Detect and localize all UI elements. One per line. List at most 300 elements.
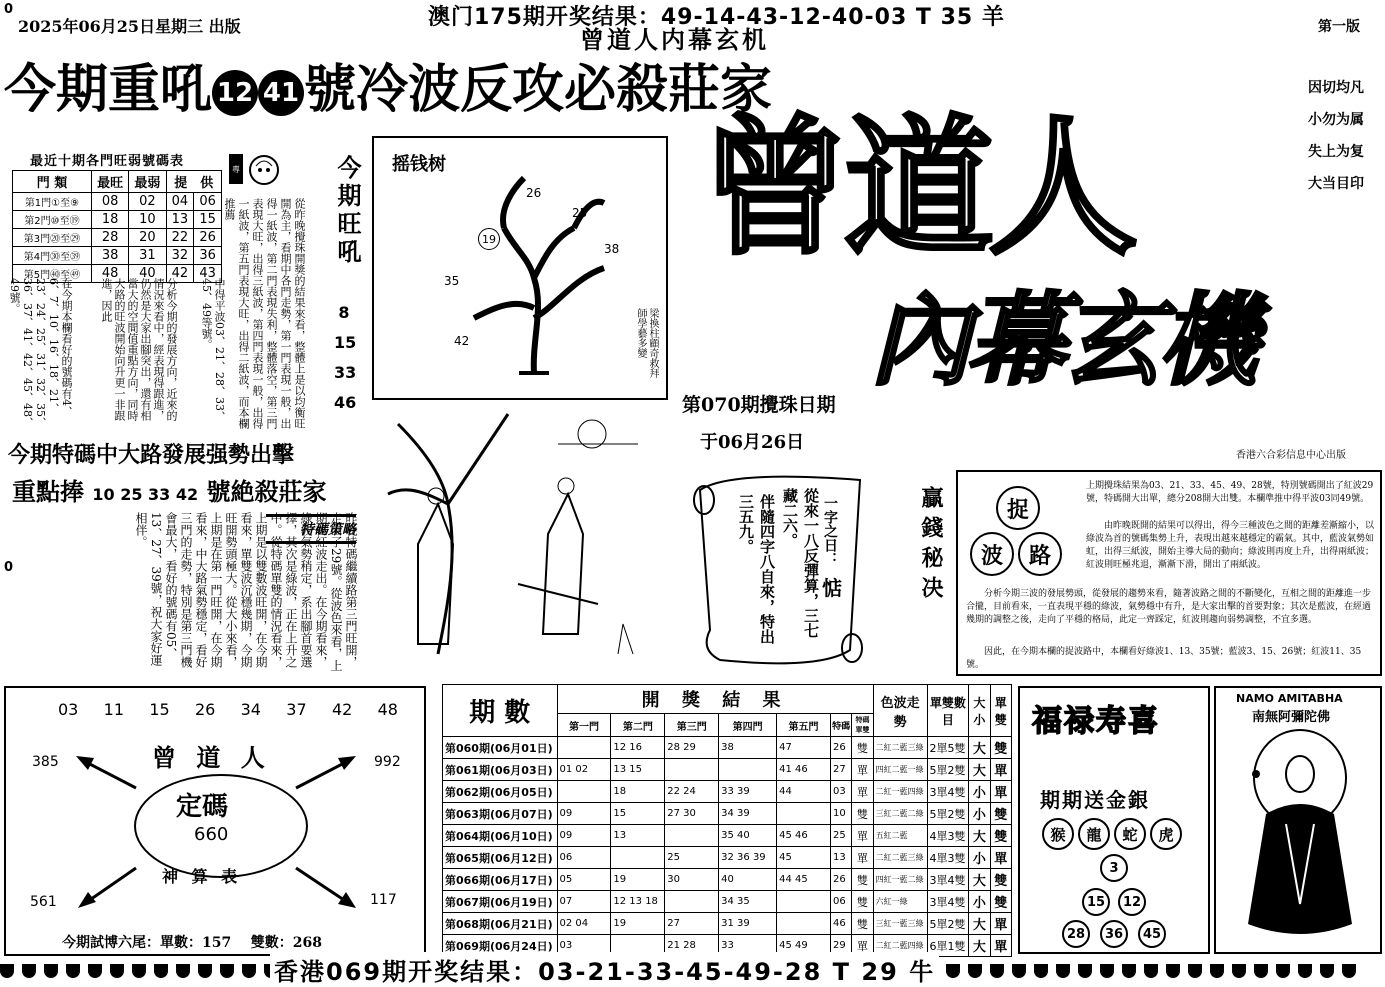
cell-d2: 12 13 18 [611, 891, 665, 913]
cell-d2: 18 [611, 781, 665, 803]
logo-big-subtitle: 內幕玄機 [870, 281, 1254, 399]
tree-number: 35 [444, 274, 460, 288]
cell-d5: 45 46 [777, 825, 831, 847]
cell-t: 06 [830, 891, 851, 913]
riddle-line-1: 從來一八反彈算，三七藏二六。 [781, 488, 820, 638]
cell-ds: 雙 [852, 913, 873, 935]
cell-c: 六紅一綠 [873, 891, 927, 913]
cell-d3: 30 [665, 869, 719, 891]
ornament-icon [1122, 964, 1136, 978]
cell-d4: 33 [719, 935, 777, 957]
cell-d4: 34 35 [719, 891, 777, 913]
code-number: 34 [240, 700, 261, 719]
cell-ds: 雙 [852, 737, 873, 759]
code-title: 曾 道 人 [152, 743, 271, 772]
ornament-icon [1232, 964, 1246, 978]
hot-number: 33 [334, 363, 357, 382]
cell: 42 [166, 265, 194, 283]
cell-c: 四紅一藍二綠 [873, 869, 927, 891]
cell-d2: 19 [611, 869, 665, 891]
gold-box [1018, 686, 1210, 954]
code-ding: 定碼 [176, 792, 229, 822]
cell-p: 第066期(06月17日) [443, 869, 558, 891]
cell-ds: 雙 [852, 803, 873, 825]
cell-o: 雙 [990, 869, 1011, 891]
zodiac-row [1040, 818, 1184, 850]
headline-number-1: 12 [212, 70, 258, 116]
cell: 40 [129, 265, 166, 283]
cell: 15 [194, 211, 222, 229]
tree-number-circled: 19 [478, 228, 500, 250]
cell-t: 26 [830, 737, 851, 759]
cell-n: 2單5雙 [927, 737, 969, 759]
macau-result-top: 澳门175期开奖结果：49-14-43-12-40-03 T 35 羊 [428, 5, 1005, 30]
cell-s: 大 [969, 759, 990, 781]
ornament-icon [1034, 964, 1048, 978]
ornament-icon [1078, 964, 1092, 978]
cell-d4: 38 [719, 737, 777, 759]
cell: 06 [194, 193, 222, 211]
tema-numbers: 10 25 33 42 [92, 485, 199, 504]
cell-d1 [557, 737, 611, 759]
cell-d5: 44 [777, 781, 831, 803]
door-header: 第一門 [557, 714, 611, 737]
cell-d2: 13 [611, 825, 665, 847]
cell-t: 27 [830, 759, 851, 781]
cell-d1: 03 [557, 935, 611, 957]
code-number: 48 [377, 700, 398, 719]
cell-s: 大 [969, 825, 990, 847]
cell-s: 大 [969, 737, 990, 759]
cell-o: 單 [990, 935, 1011, 957]
cell-t: 10 [830, 803, 851, 825]
cell-d5 [777, 913, 831, 935]
cell-ds: 單 [852, 759, 873, 781]
color-header: 色波走勢 [873, 685, 927, 737]
cell-n: 6單1雙 [927, 935, 969, 957]
table-row [13, 211, 222, 229]
code-left-top: 385 [32, 754, 59, 770]
cell: 18 [91, 211, 128, 229]
cell-d3: 28 29 [665, 737, 719, 759]
single-count-header: 單雙數目 [927, 685, 969, 737]
ornament-icon [154, 964, 168, 978]
row-label: 第4門㉚至㊴ [13, 247, 92, 265]
publish-date: 2025年06月25日星期三 出版 [18, 17, 241, 36]
tema-headline: 今期特碼中大路發展强勢出擊 [8, 443, 295, 468]
table-row [443, 781, 1012, 803]
ornament-icon [44, 964, 58, 978]
cell-p: 第061期(06月03日) [443, 759, 558, 781]
side-phrase: 因切均凡 [1308, 80, 1364, 96]
ornament-icon [1342, 964, 1356, 978]
cell-ds: 雙 [852, 869, 873, 891]
cell: 31 [129, 247, 166, 265]
left-edge-zero-2: 0 [4, 560, 14, 575]
paper-subtitle: 曾道人内幕玄机 [580, 25, 769, 54]
cell-d1 [557, 781, 611, 803]
results-header-row [443, 685, 1012, 714]
cell-p: 第068期(06月21日) [443, 913, 558, 935]
cell: 22 [166, 229, 194, 247]
cell-d2: 19 [611, 913, 665, 935]
headline-part2: 號冷波反攻必殺莊家 [304, 60, 773, 120]
gold-number: 3 [1100, 854, 1128, 882]
buddha-english: NAMO AMITABHA [1236, 692, 1343, 705]
cell-t: 25 [830, 825, 851, 847]
cell-o: 雙 [990, 891, 1011, 913]
table-row [443, 891, 1012, 913]
cell-c: 五紅二藍 [873, 825, 927, 847]
cell-p: 第065期(06月12日) [443, 847, 558, 869]
cell-n: 5單2雙 [927, 913, 969, 935]
cell-ds: 單 [852, 781, 873, 803]
cartoon-icon [228, 150, 280, 194]
cell-c: 四紅二藍一綠 [873, 759, 927, 781]
catch-char: 波 [970, 532, 1014, 576]
cell-d3: 27 30 [665, 803, 719, 825]
tree-side-text: 梁換柱顧奇救拜師學藝多變 [635, 308, 658, 378]
cell-o: 單 [990, 781, 1011, 803]
cell-d2 [611, 847, 665, 869]
cell-d5: 47 [777, 737, 831, 759]
cell: 20 [129, 229, 166, 247]
cell-c: 三紅一藍三綠 [873, 913, 927, 935]
cell-d2: 12 16 [611, 737, 665, 759]
cell-d4: 40 [719, 869, 777, 891]
cell-d3: 27 [665, 913, 719, 935]
catch-char: 捉 [996, 486, 1040, 530]
cell-c: 二紅二藍四綠 [873, 935, 927, 957]
headline-part1: 今期重吼 [4, 60, 213, 120]
cell-s: 大 [969, 913, 990, 935]
table-row [443, 869, 1012, 891]
buddha-box [1214, 686, 1382, 954]
door-header: 特碼單雙 [852, 714, 873, 737]
catch-wave-box [956, 470, 1382, 676]
headline-number-2: 41 [258, 70, 304, 116]
code-arrows [6, 688, 426, 956]
buddha-figure [1226, 724, 1374, 952]
main-headline [4, 60, 772, 120]
table-row [443, 737, 1012, 759]
cell-ds: 單 [852, 825, 873, 847]
cell-d1: 02 04 [557, 913, 611, 935]
table-row [443, 759, 1012, 781]
cell-o: 單 [990, 759, 1011, 781]
cell: 08 [91, 193, 128, 211]
cell-t: 03 [830, 781, 851, 803]
win-money-title: 贏錢秘决 [918, 486, 944, 606]
cell-d4: 32 36 39 [719, 847, 777, 869]
cell-ds: 單 [852, 935, 873, 957]
table-row [13, 229, 222, 247]
cell-n: 3單4雙 [927, 781, 969, 803]
cell-p: 第064期(06月10日) [443, 825, 558, 847]
table10-title: 最近十期各門旺弱號碼表 [30, 154, 185, 169]
table-row [13, 193, 222, 211]
cell-d3 [665, 891, 719, 913]
analysis-paragraph-1: 分析今期的發展方向，近來的情況來看中，經表現得跟進，仍然是大家出腳突出，還有相當大的空間值重點方向，同時大路的旺波開始向升更一非跟進，因此 [100, 278, 178, 421]
cell-p: 第067期(06月19日) [443, 891, 558, 913]
ornament-icon [1144, 964, 1158, 978]
vertical-hot-title: 今期旺吼 [333, 155, 362, 267]
cell-p: 第063期(06月07日) [443, 803, 558, 825]
cell-o: 雙 [990, 737, 1011, 759]
code-right-bottom: 117 [370, 892, 397, 908]
cell-t: 46 [830, 913, 851, 935]
ornament-icon [1056, 964, 1070, 978]
cell-d5: 45 [777, 847, 831, 869]
cell-d4: 31 39 [719, 913, 777, 935]
code-right-top: 992 [374, 754, 401, 770]
catch-paragraph-4: 因此，在今期本欄的捉波路中，本欄看好綠波1、13、35號；藍波3、15、26號；紅波11、35號。 [966, 647, 1362, 670]
catch-paragraph-2: 由昨晚既開的結果可以得出，得今三種波色之間的距離差漸縮小，以綠波為首的號碼集勢上升，表現出越來越穩定的霸氣。其中，藍波氣勢如虹，出得三紙波，開始主導大局的動向；綠波則再度上升，出得兩紙波；紅波則旺極兆退，漸漸下滑，開出了兩紙波。 [1086, 521, 1375, 570]
ornament-icon [88, 964, 102, 978]
ornament-icon [22, 964, 36, 978]
side-phrase: 小勿为属 [1308, 112, 1364, 128]
cell: 13 [166, 211, 194, 229]
code-center-number: 660 [194, 824, 229, 845]
door-header: 特碼 [830, 714, 851, 737]
gold-number: 28 [1062, 920, 1090, 948]
cell-n: 4單3雙 [927, 825, 969, 847]
money-tree-title: 摇钱树 [392, 154, 446, 175]
code-number: 15 [149, 700, 170, 719]
word-of-day-label: 一字之日： [822, 496, 838, 566]
scholars-illustration [378, 404, 650, 666]
ornament-icon [198, 964, 212, 978]
zodiac-circle: 蛇 [1114, 818, 1146, 850]
door-header: 第四門 [719, 714, 777, 737]
cell-d3 [665, 759, 719, 781]
header-provide: 提 供 [166, 171, 221, 193]
gold-number: 45 [1138, 920, 1166, 948]
side-phrases [1308, 72, 1364, 200]
code-number: 26 [194, 700, 216, 719]
cell-d5 [777, 803, 831, 825]
table-row [443, 803, 1012, 825]
cell-d5 [777, 891, 831, 913]
buddha-chinese: 南無阿彌陀佛 [1252, 710, 1331, 725]
ornament-icon [1210, 964, 1224, 978]
cell: 26 [194, 229, 222, 247]
cell-s: 小 [969, 847, 990, 869]
cell: 43 [194, 265, 222, 283]
cell-t: 29 [830, 935, 851, 957]
hot-number: 46 [334, 393, 357, 412]
row-label: 第1門①至⑨ [13, 193, 92, 211]
cell-s: 小 [969, 781, 990, 803]
cell-d4: 33 39 [719, 781, 777, 803]
table-row [443, 913, 1012, 935]
odd-even-header: 單雙 [990, 685, 1011, 737]
cell-s: 小 [969, 803, 990, 825]
draw-date-line2: 于06月26日 [700, 432, 805, 453]
cell-c: 二紅一藍四綠 [873, 781, 927, 803]
cell-c: 二紅二藍三綠 [873, 737, 927, 759]
cell-d4 [719, 759, 777, 781]
cell-d1: 07 [557, 891, 611, 913]
ornament-icon [1166, 964, 1180, 978]
cell: 02 [129, 193, 166, 211]
table-row [443, 847, 1012, 869]
cell-p: 第060期(06月01日) [443, 737, 558, 759]
ornament-icon [1298, 964, 1312, 978]
cell-s: 大 [969, 935, 990, 957]
cell-d3: 21 28 [665, 935, 719, 957]
cell-ds: 單 [852, 847, 873, 869]
hot-number: 8 [338, 303, 350, 322]
analysis-paragraph-3: 從昨晚攪珠開獎的結果來看，整體上是以均衡旺開為主，看期中各門走勢，第一門表現一般，出得一紙波，第二門表現失利，整體落空，第三門表現大旺，出得三紙波，第四門表現一般，出得一紙波，第五門表現大旺，出得二紙波，而本欄推薦 [223, 198, 306, 429]
table-row [443, 825, 1012, 847]
hot-number: 15 [334, 333, 357, 352]
catch-char: 路 [1018, 532, 1062, 576]
ornament-icon [990, 964, 1004, 978]
logo-big-name: 曾道人 [700, 100, 1133, 276]
ornament-icon [1320, 964, 1334, 978]
side-phrase: 大当目印 [1308, 176, 1364, 192]
door-stats-table [12, 170, 222, 283]
hk-result-footer: 香港069期开奖结果：03-21-33-45-49-28 T 29 牛 [270, 952, 939, 987]
edition-label: 第一版 [1318, 19, 1360, 35]
cell-d1: 06 [557, 847, 611, 869]
cell-o: 單 [990, 847, 1011, 869]
riddle-scroll [680, 460, 880, 670]
cell-d1: 05 [557, 869, 611, 891]
ornament-icon [0, 964, 14, 978]
cell: 36 [194, 247, 222, 265]
row-label: 第3門⑳至㉙ [13, 229, 92, 247]
table-row [13, 247, 222, 265]
cell-c: 二紅二藍三綠 [873, 847, 927, 869]
cell-d5: 44 45 [777, 869, 831, 891]
cell-d2: 13 15 [611, 759, 665, 781]
ornament-icon [1188, 964, 1202, 978]
zodiac-circle: 虎 [1150, 818, 1182, 850]
cell-s: 大 [969, 869, 990, 891]
row-label: 第2門⑩至⑲ [13, 211, 92, 229]
ornament-icon [1100, 964, 1114, 978]
header-door-type: 門 類 [13, 171, 92, 193]
code-number: 37 [286, 700, 307, 719]
zodiac-circle: 猴 [1042, 818, 1074, 850]
cell-d5: 45 49 [777, 935, 831, 957]
tema-pre: 重點捧 [12, 478, 84, 506]
size-header: 大小 [969, 685, 990, 737]
cell: 28 [91, 229, 128, 247]
publisher-note: 香港六合彩信息中心出版 [1236, 450, 1346, 461]
tree-number: 26 [526, 186, 542, 200]
tema-analysis-text: 昨晚特碼繼續路第三門旺開，走出了29號。從波色來看，上期在紅波走出。在今期看來，綠波氣勢稍定，系出腳首要選擇，其次是綠波，正在上升之中。從特碼單雙的情況看來，上期是以雙數波旺開，在今期看來，單雙波沉穩幾期，今期旺開勢頭極大。從大小來看，上期是在第一門旺開，在今期看來，中大路氣勢穩定，看好三門的走勢，特別是第三門機會最大，看好的號碼有05、13、27、39號，祝大家好運相伴。 [134, 512, 358, 672]
cell-o: 單 [990, 913, 1011, 935]
header-min: 最弱 [129, 171, 166, 193]
row-label: 第5門㊵至㊾ [13, 265, 92, 283]
cell-d5: 41 46 [777, 759, 831, 781]
gold-number: 12 [1118, 888, 1146, 916]
analysis-paragraph-2: 中得平波03、21、28、33、45、49等號。 [200, 278, 226, 422]
gold-title: 期期送金銀 [1040, 788, 1150, 812]
hot-numbers-text: 在今期本欄看好的號碼有4、6、7、10、16、18、21、23、24、25、31、32、35、36、37、41、42、45、48、49號。 [8, 278, 73, 428]
cell-n: 5單2雙 [927, 803, 969, 825]
tree-number: 42 [454, 334, 470, 348]
cell-o: 雙 [990, 803, 1011, 825]
left-edge-zero: 0 [4, 2, 14, 17]
code-left-bottom: 561 [30, 894, 57, 910]
catch-paragraph-3: 分析今期三波的發展勢頭，從發展的趨勢來看，隨著波路之間的不斷變化，互相之間的距離進一步合攏，目前看來，一直表現平穩的綠波，氣勢穩中有升，是大家出擊的首要對象；其次是藍波，在經過幾期的調整之後，走向了平穩的格局，此定一齊踩定，紅波則趨向弱勢調整，不宜多選。 [966, 589, 1372, 625]
gold-number: 15 [1082, 888, 1110, 916]
tema-subheadline [12, 472, 327, 507]
cell-d4: 35 40 [719, 825, 777, 847]
period-header: 期 數 [443, 685, 558, 737]
cell-n: 3單4雙 [927, 869, 969, 891]
ornament-icon [1254, 964, 1268, 978]
catch-paragraph-1: 上期攪珠結果為03、21、33、45、49、28號，特別號碼開出了紅波29號，特碼開大出單，總分208開大出雙。本欄準推中得平波03同49號。 [1086, 481, 1374, 504]
cell: 48 [91, 265, 128, 283]
word-of-day: 惦 [822, 576, 842, 600]
cell-d1: 09 [557, 803, 611, 825]
gold-number: 36 [1100, 920, 1128, 948]
code-box [4, 686, 426, 956]
cell-d2: 15 [611, 803, 665, 825]
code-footer: 今期試博六尾：單數：157 雙數：268 [62, 935, 322, 951]
cell-d3 [665, 825, 719, 847]
door-header: 第二門 [611, 714, 665, 737]
results-table [442, 684, 1012, 957]
ornament-icon [1276, 964, 1290, 978]
cell-d1: 09 [557, 825, 611, 847]
code-number: 42 [331, 700, 353, 719]
side-phrase: 失上为复 [1308, 144, 1364, 160]
ornament-icon [66, 964, 80, 978]
cell-s: 小 [969, 891, 990, 913]
cell-o: 雙 [990, 825, 1011, 847]
tree-number: 38 [604, 242, 620, 256]
ornament-icon [176, 964, 190, 978]
tree-number: 25 [572, 206, 588, 220]
ornament-icon [1012, 964, 1026, 978]
svg-text:專: 專 [232, 165, 240, 174]
code-number: 03 [58, 700, 79, 719]
ornament-icon [220, 964, 234, 978]
ornament-icon [946, 964, 960, 978]
cell-ds: 雙 [852, 891, 873, 913]
door-header: 第三門 [665, 714, 719, 737]
cell: 10 [129, 211, 166, 229]
gold-calligraphy: 福禄寿喜 [1032, 704, 1160, 739]
cell-d3: 22 24 [665, 781, 719, 803]
riddle-line-2: 伴隨四字八自來，特出三五九。 [737, 494, 776, 644]
cell-n: 5單2雙 [927, 759, 969, 781]
cell-n: 3單4雙 [927, 891, 969, 913]
cell: 32 [166, 247, 194, 265]
header-max: 最旺 [91, 171, 128, 193]
ornament-icon [132, 964, 146, 978]
zodiac-circle: 龍 [1078, 818, 1110, 850]
cell-p: 第062期(06月05日) [443, 781, 558, 803]
ornament-icon [110, 964, 124, 978]
cell: 04 [166, 193, 194, 211]
tema-post: 號絶殺莊家 [206, 478, 327, 506]
tema-badge: 特碼策略 [266, 514, 356, 548]
cell-d1: 01 02 [557, 759, 611, 781]
vertical-hot-numbers [334, 298, 357, 418]
door-stats-header [13, 171, 222, 193]
cell-n: 4單3雙 [927, 847, 969, 869]
ornament-icon [242, 964, 256, 978]
draw-date-line1: 第070期攪珠日期 [682, 394, 836, 416]
cell-c: 三紅二藍二綠 [873, 803, 927, 825]
